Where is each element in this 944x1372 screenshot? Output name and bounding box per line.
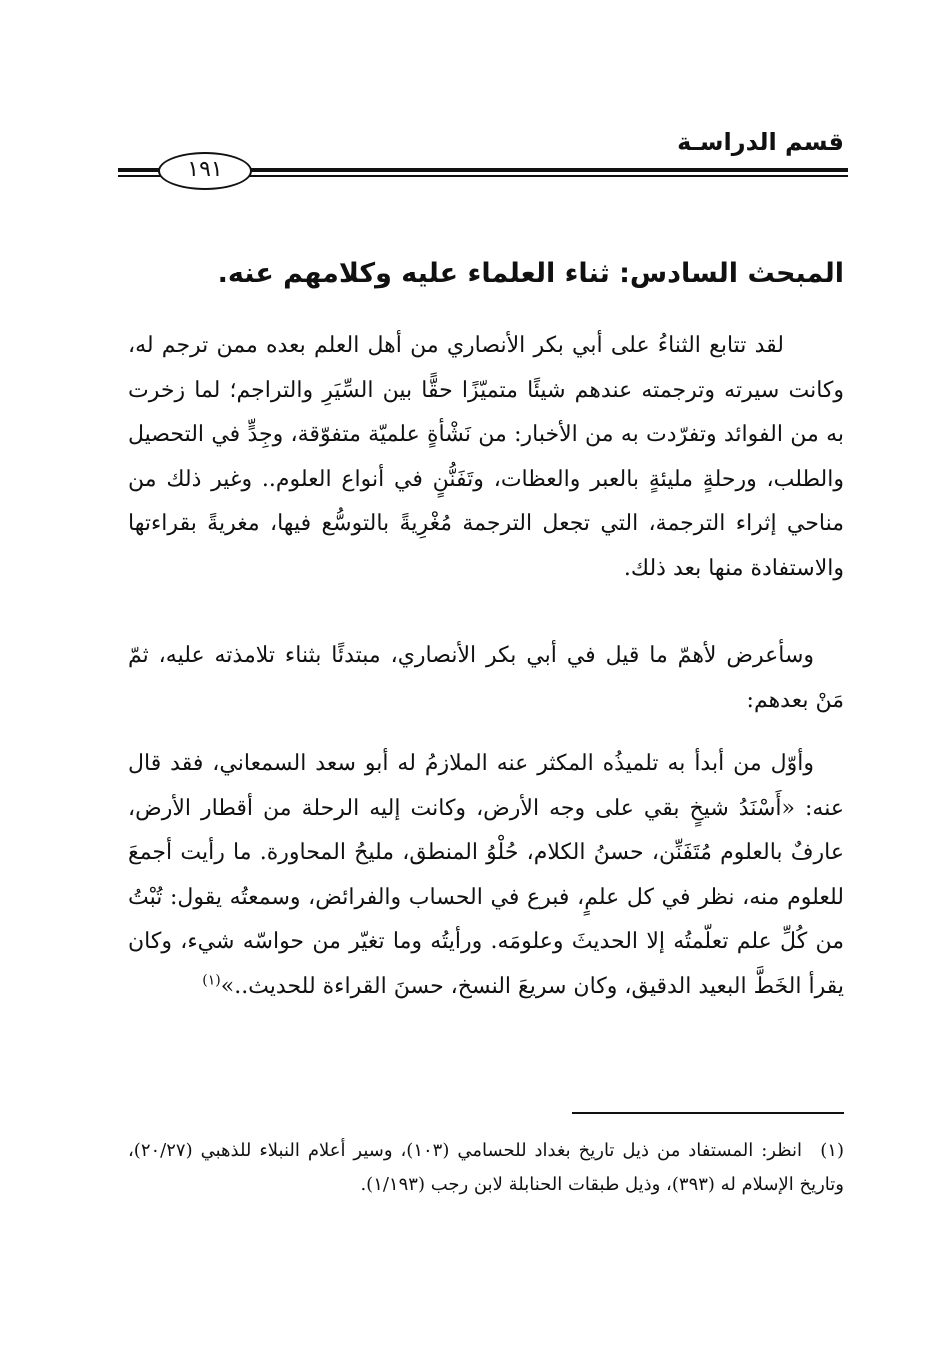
body-paragraph-1: لقد تتابع الثناءُ على أبي بكر الأنصاري من أهل العلم بعده ممن ترجم له، وكانت سيرته وترجمته عندهم شيئًا متميّزًا حقًّا بين السِّيَرِ والتراجم؛ لما زخرت به من الفوائد وتفرّدت به من الأخبار: من نَشْأةٍ علميّة متفوّقة، وجِدٍّ في التحصيل والطلب، ورحلةٍ مليئةٍ بالعبر والعظات، وتَفَنُّنٍ في أنواع العلوم.. وغير ذلك من مناحي إثراء الترجمة، التي تجعل الترجمة مُغْرِيةً بالتوسُّع فيها، مغريةً بقراءتها والاستفادة منها بعد ذلك. — [128, 333, 844, 581]
footnote-reference: (١) — [202, 972, 221, 989]
body-paragraph-3 — [128, 742, 844, 1010]
running-header-title: قسم الدراسـة — [677, 128, 844, 156]
body-paragraph-2: وسأعرض لأهمّ ما قيل في أبي بكر الأنصاري، مبتدئًا بثناء تلامذته عليه، ثمّ مَنْ بعدهم: — [128, 643, 844, 713]
footnote-text: انظر: المستفاد من ذيل تاريخ بغداد للحسامي (١٠٣)، وسير أعلام النبلاء للذهبي (٢٠/٢٧)، وتاريخ الإسلام له (٣٩٣)، وذيل طبقات الحنابلة لابن رجب (١/١٩٣). — [128, 1140, 844, 1195]
page-number: ١٩١ — [158, 152, 252, 190]
section-heading: المبحث السادس: ثناء العلماء عليه وكلامهم عنه. — [217, 258, 844, 289]
footnote-1 — [128, 1134, 844, 1202]
footnote-separator — [572, 1112, 844, 1114]
body-paragraph-3-text: وأوّل من أبدأ به تلميذُه المكثر عنه الملازمُ له أبو سعد السمعاني، فقد قال عنه: «أَسْنَدُ شيخٍ بقي على وجه الأرض، وكانت إليه الرحلة من أقطار الأرض، عارفٌ بالعلوم مُتَفَنِّن، حسنُ الكلام، حُلْوُ المنطق، مليحُ المحاورة. ما رأيت أجمعَ للعلوم منه، نظر في كل علمٍ، فبرع في الحساب والفرائض، وسمعتُه يقول: تُبْتُ من كُلِّ علم تعلّمتُه إلا الحديثَ وعلومَه. ورأيتُه وما تغيّر من حواسّه شيء، وكان يقرأ الخَطَّ البعيد الدقيق، وكان سريعَ النسخ، حسنَ القراءة للحديث..» — [128, 751, 844, 999]
footnote-marker: (١) — [820, 1140, 844, 1161]
